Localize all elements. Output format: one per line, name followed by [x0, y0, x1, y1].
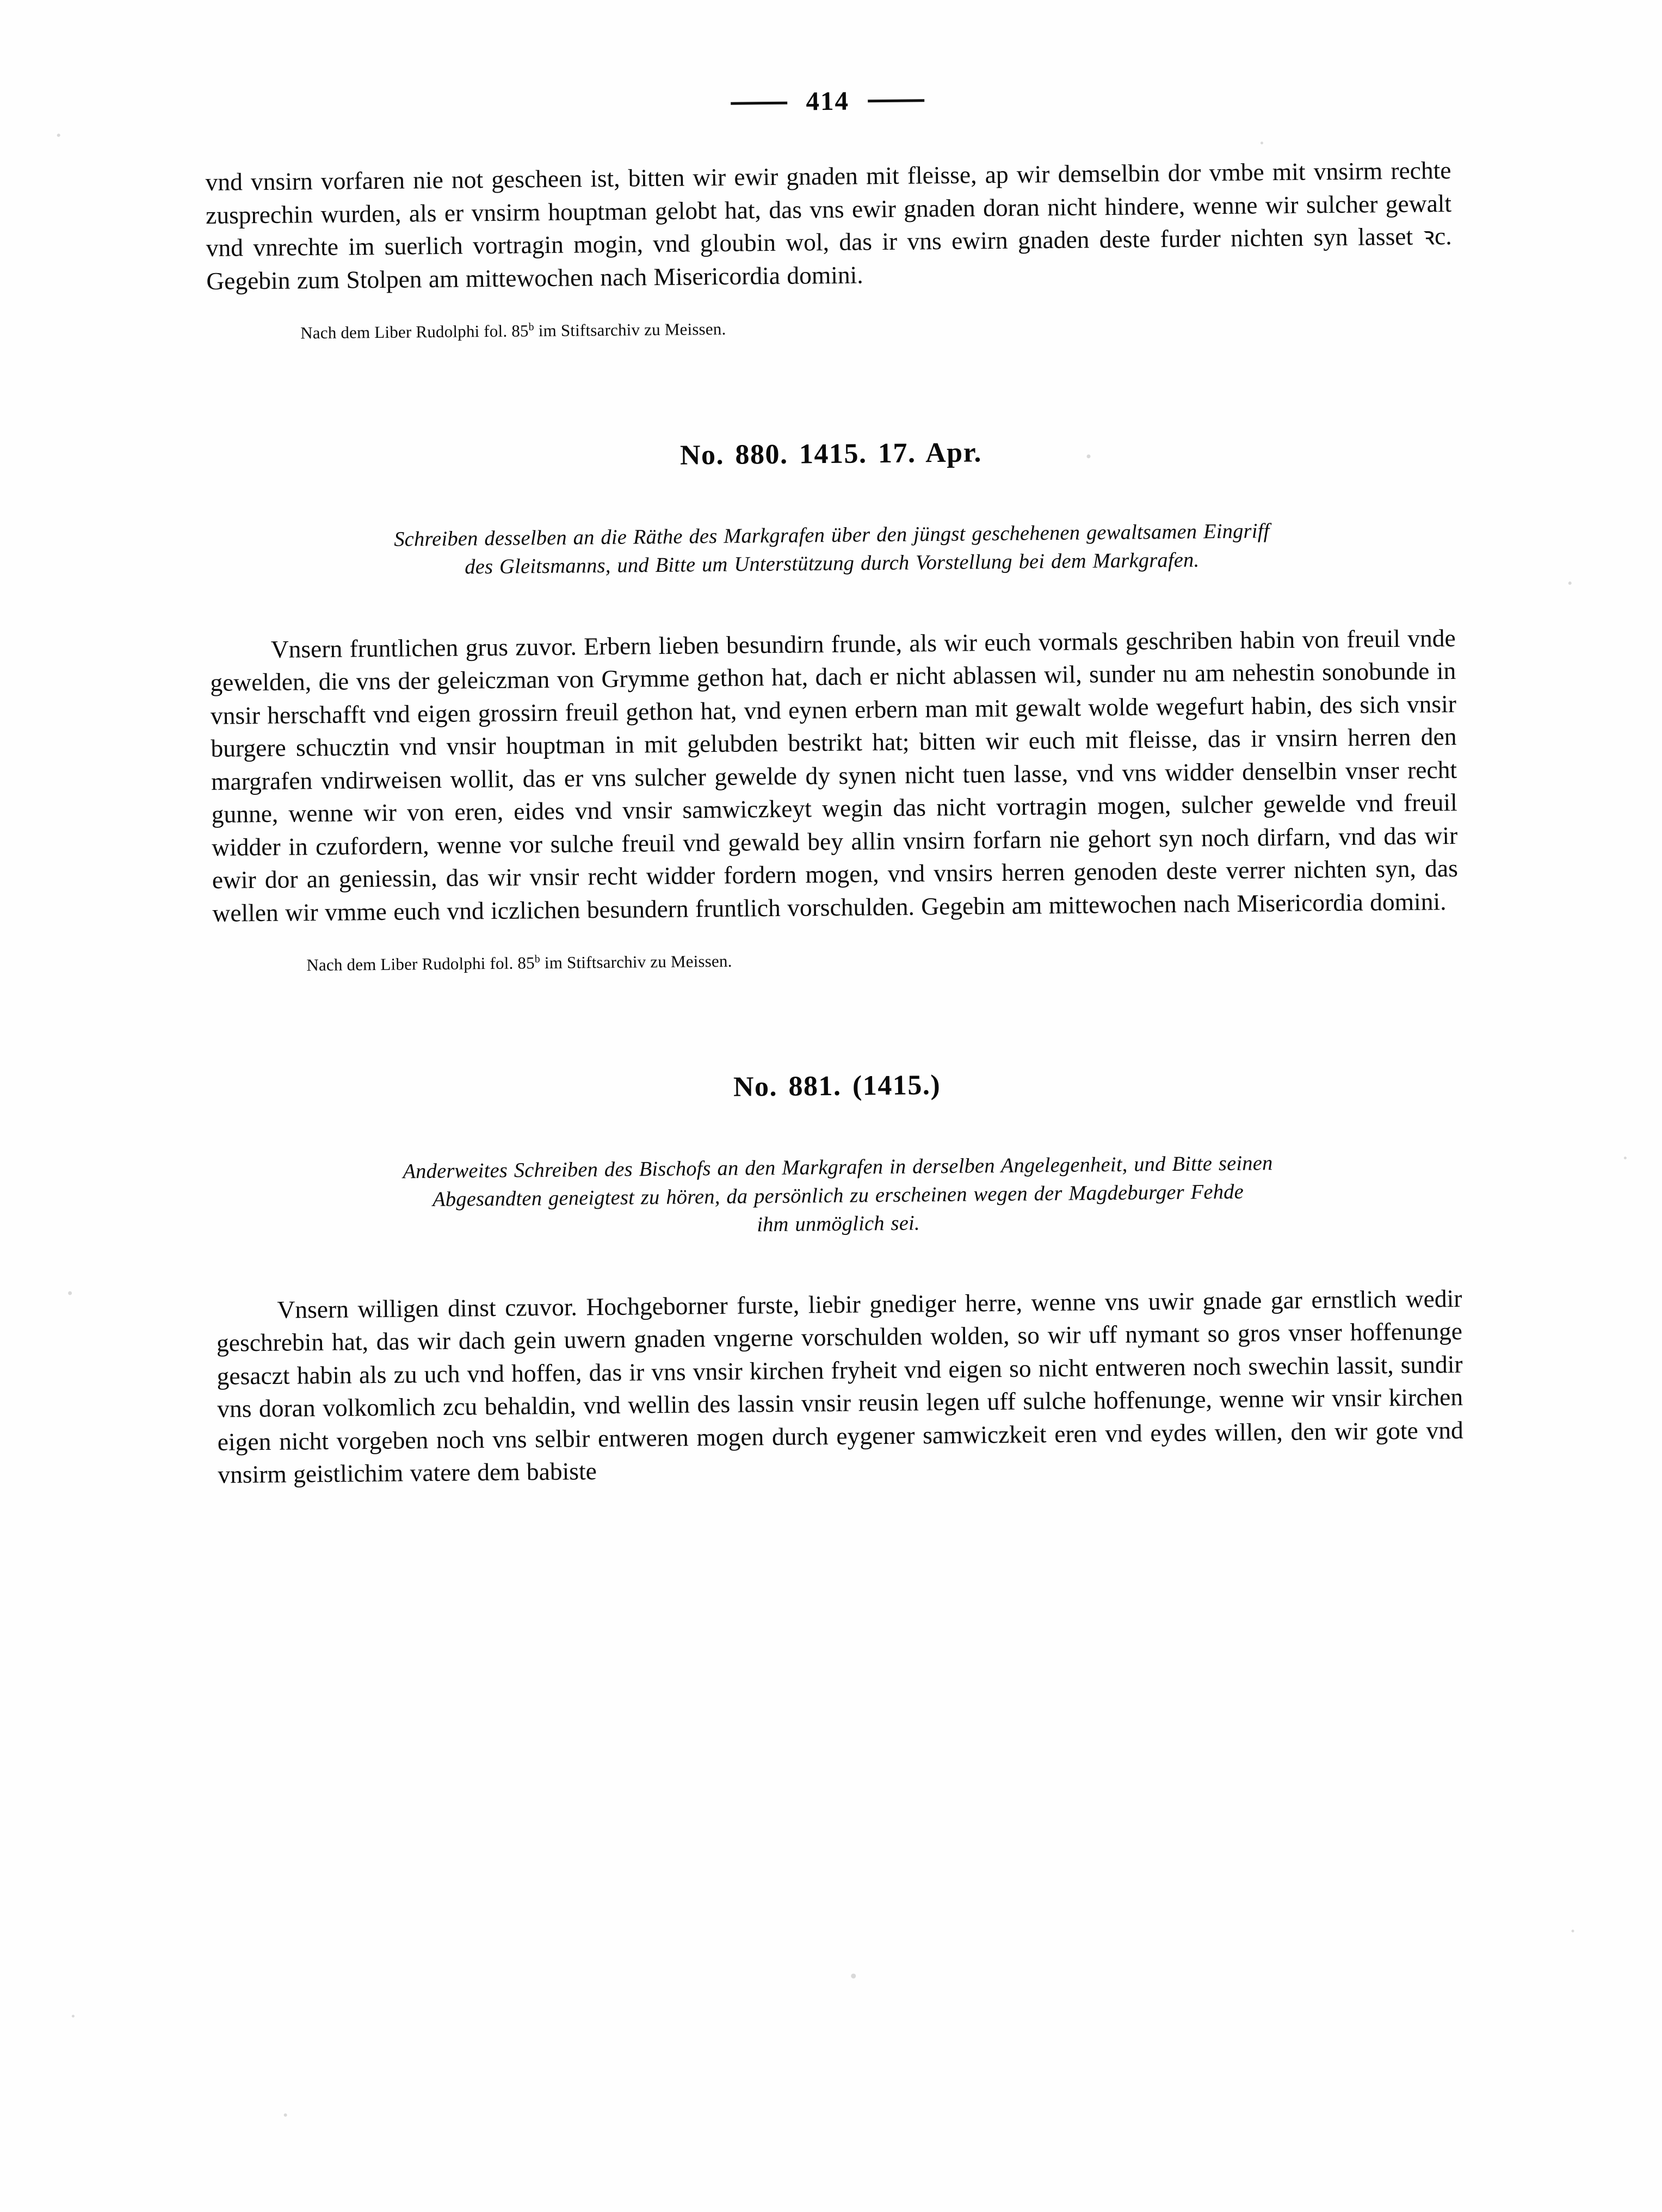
- regest-line: Abgesandten geneigtest zu hören, da persönlich zu erscheinen wegen der Magdeburger Fehde: [432, 1180, 1244, 1212]
- document-body-881: Vnsern willigen dinst czuvor. Hochgeborner furste, liebir gnediger herre, wenne vns uwir gnade gar ernstlich wedir geschrebin hat, das wir dach gein uwern gnaden vngerne vorschulden wolden, so wir uff nymant so gros vnser hoffenunge gesaczt habin als zu uch vnd hoffen, das ir vns vnsir kirchen fryheit vnd eigen so nicht entweren noch swechin lassit, sundir vns doran volkomlich zcu behaldin, vnd wellin des lassin vnsir reusin legen uff sulche hoffenunge, wenne wir vnsir kirchen eigen nicht vorgeben noch vns selbir entweren mogen durch eygener samwiczkeit eren vnd eydes willen, den wir gote vnd vnsirm geistlichim vatere dem babiste: [216, 1284, 1463, 1488]
- spacer: [213, 982, 1460, 1053]
- scan-speck: [1624, 1157, 1627, 1159]
- regest-line: Schreiben desselben an die Räthe des Markgrafen über den jüngst geschehenen gewaltsamen Eingriff: [394, 520, 1270, 551]
- regest-line: ihm unmöglich sei.: [757, 1212, 920, 1237]
- source-note-prefix: Nach dem Liber Rudolphi fol. 85: [306, 953, 535, 974]
- regest-line: Anderweites Schreiben des Bischofs an den Markgrafen in derselben Angelegenheit, und Bitte seinen: [403, 1152, 1273, 1183]
- header-rule-left-icon: [731, 101, 787, 104]
- scan-speck: [851, 1974, 856, 1979]
- scan-speck: [1568, 582, 1572, 585]
- running-head: [205, 76, 1451, 126]
- source-note-suffix: im Stiftsarchiv zu Meissen.: [540, 951, 732, 972]
- continued-document-body: vnd vnsirn vorfaren nie not gescheen ist, bitten wir ewir gnaden mit fleisse, ap wir demselbin dor vmbe mit vnsirm rechte zusprechin wurden, als er vnsirm houptman gelobt hat, das vns ewir gnaden doran nicht hindere, wenne wir sulcher gewalt vnd vnrechte im suerlich vortragin mogin, vnd gloubin wol, das ir vns ewirn gnaden deste furder nichten syn lasset ꝛc. Gegebin zum Stolpen am mittewochen nach Misericordia domini.: [205, 156, 1452, 295]
- header-rule-right-icon: [868, 99, 924, 102]
- document-heading-880: No. 880. 1415. 17. Apr.: [679, 436, 983, 471]
- source-note-suffix: im Stiftsarchiv zu Meissen.: [534, 319, 726, 340]
- page-number: 414: [806, 85, 850, 116]
- scan-speck: [1571, 1930, 1574, 1932]
- scan-speck: [57, 134, 60, 137]
- scan-speck: [68, 1291, 72, 1295]
- source-note-prefix: Nach dem Liber Rudolphi fol. 85: [300, 320, 529, 342]
- document-regest-880: [288, 516, 1376, 583]
- document-source-note-880: [213, 942, 1459, 977]
- scan-speck: [284, 2114, 287, 2117]
- spacer: [207, 350, 1454, 421]
- continued-document-source-note: [207, 310, 1453, 345]
- source-note-folio-sup: b: [528, 320, 534, 333]
- page-content: [205, 76, 1464, 1516]
- source-note-folio-sup: b: [534, 953, 541, 965]
- document-regest-881: [307, 1148, 1369, 1244]
- scan-speck: [72, 2015, 75, 2017]
- document-body-880: Vnsern fruntlichen grus zuvor. Erbern lieben besundirn frunde, als wir euch vormals geschriben habin von freuil vnde gewelden, die vns der geleiczman von Grymme gethon hat, dach er nicht ablassen wil, sunder nu am nehestin sonobunde in vnsir herschafft vnd eigen grossirn freuil gethon hat, vnd eynen erbern man mit gewalt wolde wegefurt habin, des sich vnsir burgere schucztin vnd vnsir houptman in mit gelubden bestrikt hat; bitten wir euch mit fleisse, das ir vnsirn herren den margrafen vndirweisen wollit, das er vns sulcher gewelde dy synen nicht tuen lasse, vnd vns widder denselbin vnser recht gunne, wenne wir von eren, eides vnd vnsir samwiczkeyt wegin das nicht vortragin mogen, sulcher gewelde vnd freuil widder in czufordern, wenne vor sulche freuil vnd gewald bey allin vnsirn forfarn nie gehort syn noch dirfarn, vnd das wir ewir dor an geniessin, das wir vnsir recht widder fordern mogen, vnd vnsirs herren genoden deste verrer nichten syn, das wellen wir vmme euch vnd iczlichen besundern fruntlich vorschulden. Gegebin am mittewochen nach Misericordia domini.: [210, 623, 1459, 927]
- regest-line: des Gleitsmanns, und Bitte um Unterstützung durch Vorstellung bei dem Markgrafen.: [465, 548, 1200, 579]
- document-heading-881: No. 881. (1415.): [733, 1069, 941, 1103]
